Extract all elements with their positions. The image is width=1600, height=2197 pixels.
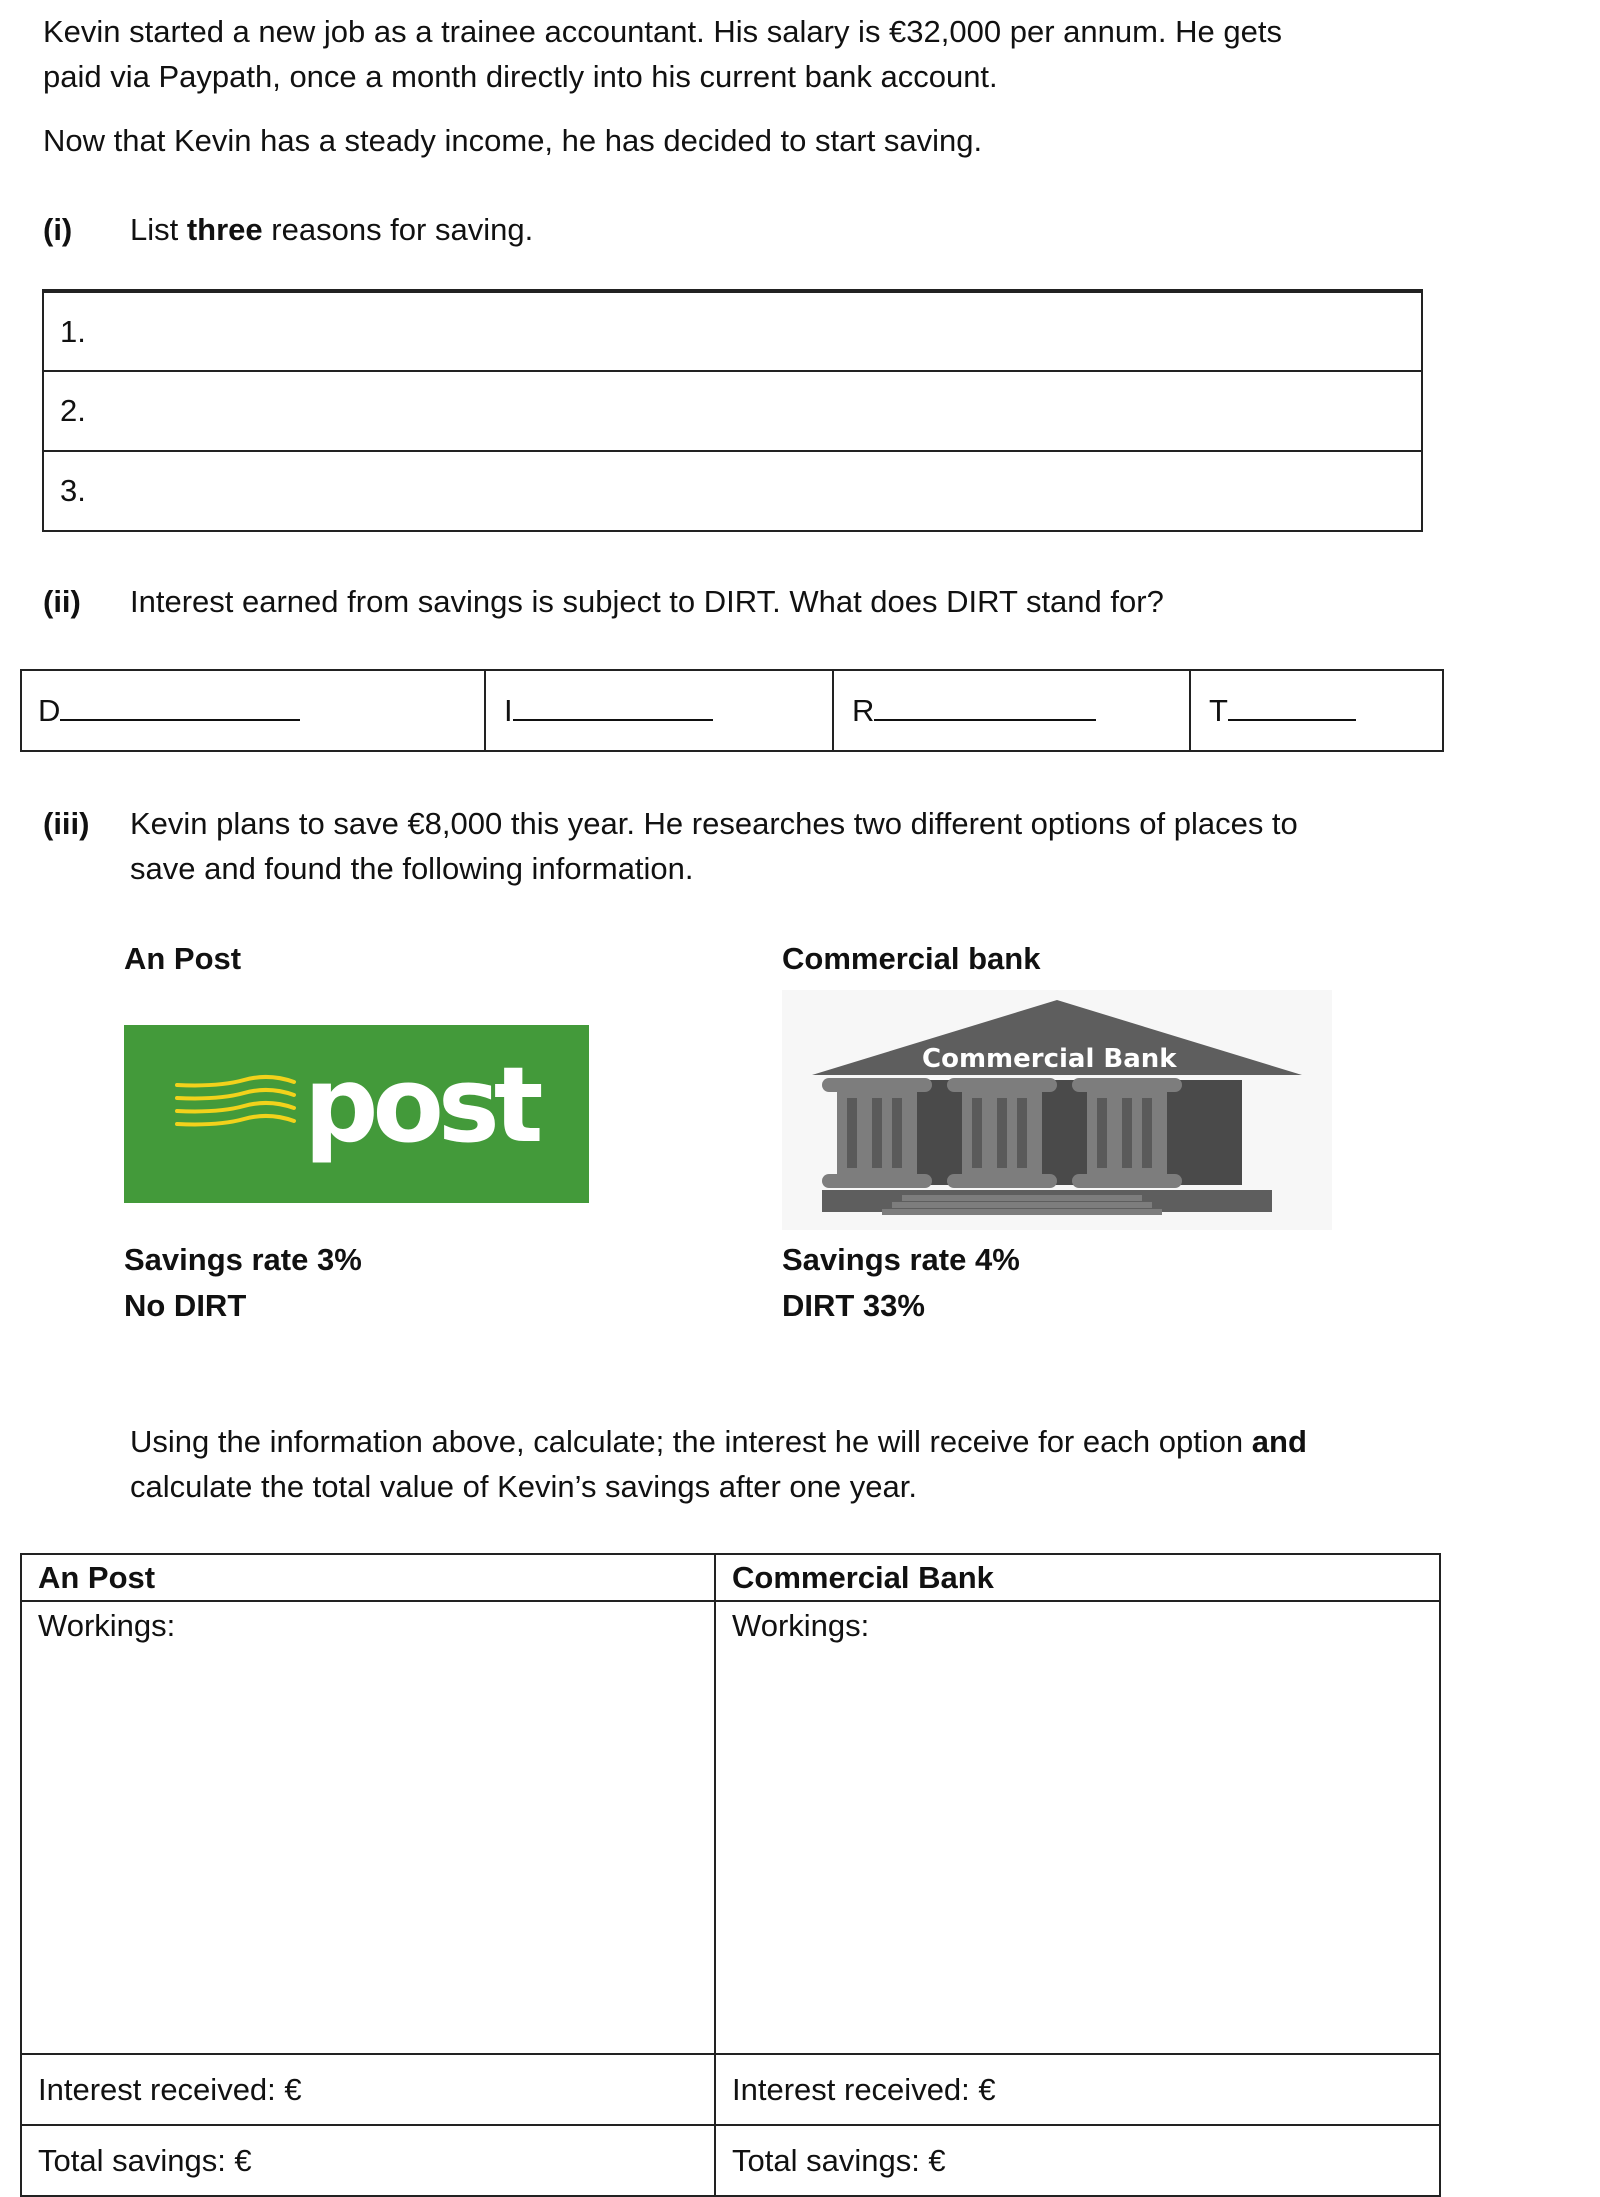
an-post-interest[interactable]: [21, 2054, 715, 2125]
bank-logo-text: Commercial Bank: [922, 1044, 1177, 1074]
question-ii-text: Interest earned from savings is subject to DIRT. What does DIRT stand for?: [130, 584, 1164, 619]
an-post-logo: [124, 1025, 589, 1203]
q1-text-pre: List: [130, 212, 187, 247]
question-i-text: [130, 214, 533, 245]
interest-label: Interest received: €: [38, 2071, 302, 2107]
interest-label: Interest received: €: [732, 2071, 996, 2107]
an-post-header: An Post: [21, 1554, 715, 1601]
option-label-commercial-bank: Commercial bank: [782, 941, 1041, 976]
answer-table: [20, 1553, 1441, 2197]
answer-blank: [874, 697, 1096, 721]
post-logo-text: post: [304, 1044, 538, 1166]
question-number-ii: (ii): [43, 584, 81, 619]
answer-blank: [60, 697, 300, 721]
instruction-line-1: [130, 1426, 1307, 1457]
reasons-table: [42, 289, 1423, 532]
total-label: Total savings: €: [38, 2142, 252, 2178]
answer-blank: [513, 697, 713, 721]
instruction-line-2: calculate the total value of Kevin’s savings after one year.: [130, 1469, 917, 1504]
dirt-letter: I: [504, 692, 513, 728]
reason-row-1[interactable]: [43, 291, 1422, 371]
instruction-bold: and: [1251, 1424, 1307, 1459]
dirt-table: [20, 669, 1444, 752]
q1-text-post: reasons for saving.: [262, 212, 534, 247]
bank-header: Commercial Bank: [715, 1554, 1440, 1601]
answer-blank: [1228, 697, 1356, 721]
dirt-cell-t[interactable]: [1190, 670, 1443, 751]
intro-line-1: Kevin started a new job as a trainee accountant. His salary is €32,000 per annum. He gets: [43, 14, 1282, 49]
an-post-total[interactable]: [21, 2125, 715, 2196]
bank-workings[interactable]: [715, 1601, 1440, 2054]
dirt-cell-d[interactable]: [21, 670, 485, 751]
dirt-cell-i[interactable]: [485, 670, 833, 751]
instruction-text: Using the information above, calculate; the interest he will receive for each option: [130, 1424, 1252, 1459]
an-post-workings[interactable]: [21, 1601, 715, 2054]
bank-dirt: DIRT 33%: [782, 1288, 925, 1323]
commercial-bank-logo: [782, 990, 1332, 1230]
an-post-rate: Savings rate 3%: [124, 1242, 362, 1277]
workings-label: Workings:: [732, 1608, 870, 1643]
total-label: Total savings: €: [732, 2142, 946, 2178]
intro-line-2: paid via Paypath, once a month directly into his current bank account.: [43, 59, 998, 94]
question-iii-line-2: save and found the following information.: [130, 851, 694, 886]
an-post-dirt: No DIRT: [124, 1288, 247, 1323]
bank-building-icon: [782, 990, 1332, 1230]
dirt-letter: R: [852, 692, 875, 728]
bank-total[interactable]: [715, 2125, 1440, 2196]
bank-interest[interactable]: [715, 2054, 1440, 2125]
dirt-letter: D: [38, 692, 61, 728]
dirt-cell-r[interactable]: [833, 670, 1190, 751]
reason-number: 2.: [60, 393, 86, 428]
reason-number: 3.: [60, 473, 86, 508]
reason-row-2[interactable]: [43, 371, 1422, 451]
reason-number: 1.: [60, 313, 86, 349]
question-iii-line-1: Kevin plans to save €8,000 this year. He researches two different options of places to: [130, 806, 1298, 841]
workings-label: Workings:: [38, 1608, 176, 1643]
option-label-an-post: An Post: [124, 941, 242, 976]
question-number-iii: (iii): [43, 806, 90, 841]
dirt-letter: T: [1209, 692, 1228, 728]
question-number-i: (i): [43, 212, 73, 247]
q1-text-bold: three: [186, 212, 263, 247]
intro-line-3: Now that Kevin has a steady income, he has decided to start saving.: [43, 123, 983, 158]
reason-row-3[interactable]: [43, 451, 1422, 531]
bank-rate: Savings rate 4%: [782, 1242, 1020, 1277]
